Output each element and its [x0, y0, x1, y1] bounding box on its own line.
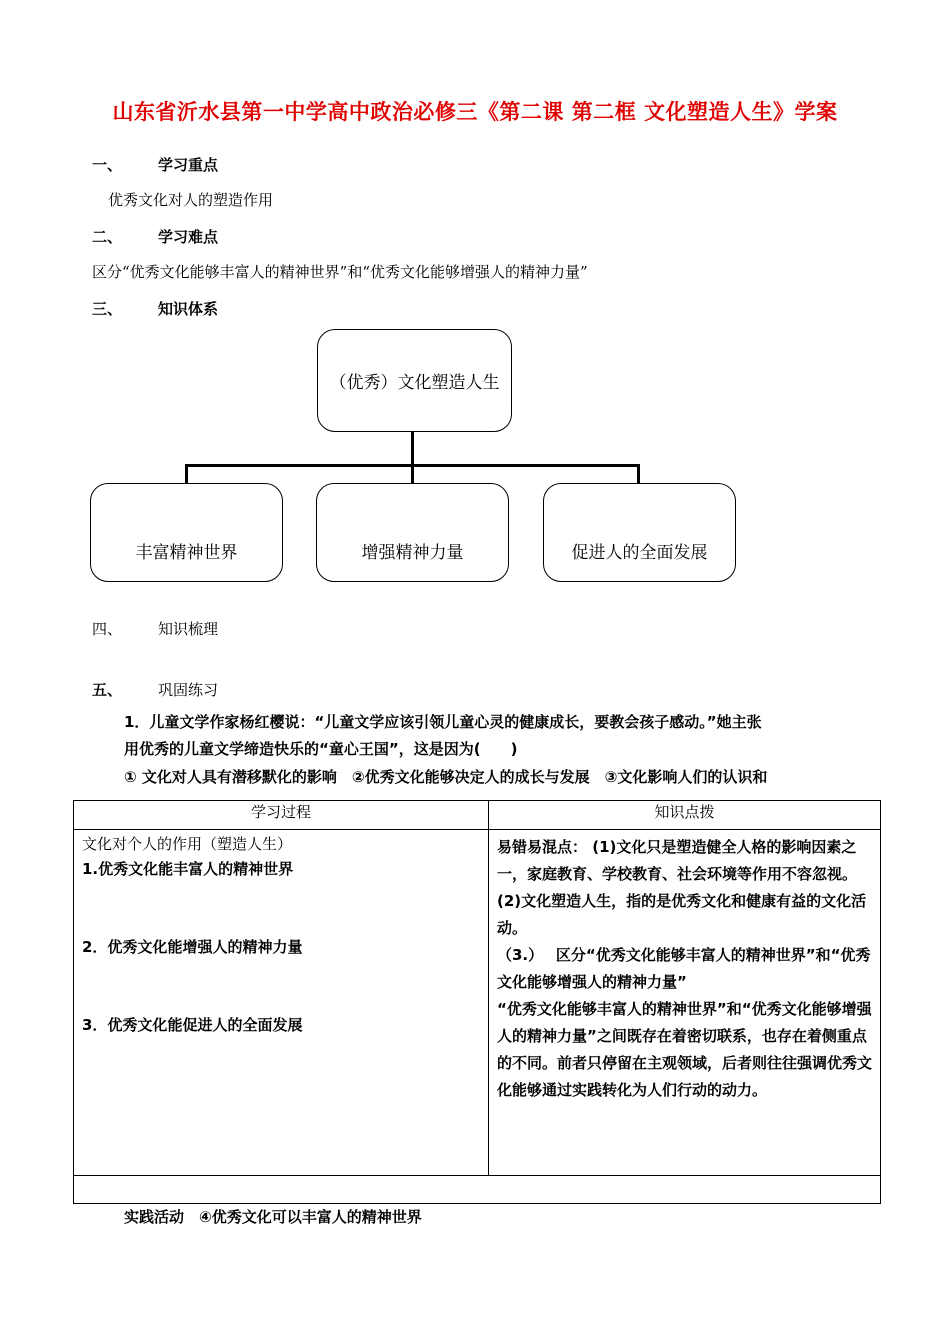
question-1-line-1: 1．儿童文学作家杨红樱说：“儿童文学应该引领儿童心灵的健康成长，要教会孩子感动。”她主张	[124, 713, 762, 731]
section-4-number: 四、	[92, 620, 123, 638]
footer-practice: 实践活动 ④优秀文化可以丰富人的精神世界	[124, 1208, 422, 1226]
tip-paragraph-1: 易错易混点： (1)文化只是塑造健全人格的影响因素之一，家庭教育、学校教育、社会环境等作用不容忽视。	[497, 838, 858, 883]
diagram-node-2: 增强精神力量	[316, 483, 509, 582]
diagram-root-node: （优秀）文化塑造人生	[317, 329, 512, 432]
section-3-heading: 知识体系	[158, 300, 219, 318]
tips-cell	[489, 830, 881, 1176]
connector-right	[637, 464, 640, 484]
table-header-process: 学习过程	[74, 801, 489, 830]
section-5-number: 五、	[92, 681, 123, 699]
connector-middle	[411, 464, 414, 484]
process-item-1: 1.优秀文化能丰富人的精神世界	[82, 860, 294, 878]
section-1-heading: 学习重点	[158, 156, 219, 174]
connector-left	[185, 464, 188, 484]
table-header-tips: 知识点拨	[489, 801, 881, 830]
process-item-2: 2．优秀文化能增强人的精神力量	[82, 938, 303, 956]
question-1-options: ① 文化对人具有潜移默化的影响 ②优秀文化能够决定人的成长与发展 ③文化影响人们的认识和	[124, 768, 768, 786]
section-3-number: 三、	[92, 300, 123, 318]
tip-paragraph-4: “优秀文化能够丰富人的精神世界”和“优秀文化能够增强人的精神力量”之间既存在着密切联系，也存在着侧重点的不同。前者只停留在主观领域，后者则往往强调优秀文化能够通过实践转化为人们行动的动力。	[497, 1000, 873, 1099]
process-item-3: 3．优秀文化能促进人的全面发展	[82, 1016, 303, 1034]
section-4-heading: 知识梳理	[158, 620, 219, 638]
question-1-line-2: 用优秀的儿童文学缔造快乐的“童心王国”，这是因为( )	[124, 740, 518, 758]
section-2-number: 二、	[92, 228, 123, 246]
page-title: 山东省沂水县第一中学高中政治必修三《第二课 第二框 文化塑造人生》学案	[112, 100, 838, 124]
section-2-heading: 学习难点	[158, 228, 219, 246]
table-empty-row	[74, 1176, 881, 1204]
tip-paragraph-2: (2)文化塑造人生，指的是优秀文化和健康有益的文化活动。	[497, 892, 867, 937]
section-5-heading: 巩固练习	[158, 681, 219, 699]
process-cell	[74, 830, 489, 1176]
process-intro: 文化对个人的作用（塑造人生）	[82, 835, 293, 853]
section-1-number: 一、	[92, 156, 123, 174]
study-table	[73, 800, 881, 1204]
section-2-content: 区分“优秀文化能够丰富人的精神世界”和“优秀文化能够增强人的精神力量”	[92, 263, 588, 281]
section-1-content: 优秀文化对人的塑造作用	[108, 191, 274, 209]
diagram-node-3: 促进人的全面发展	[543, 483, 736, 582]
diagram-node-1: 丰富精神世界	[90, 483, 283, 582]
tip-paragraph-3: （3.） 区分“优秀文化能够丰富人的精神世界”和“优秀文化能够增强人的精神力量”	[497, 946, 871, 991]
connector-vertical-root	[411, 431, 414, 466]
